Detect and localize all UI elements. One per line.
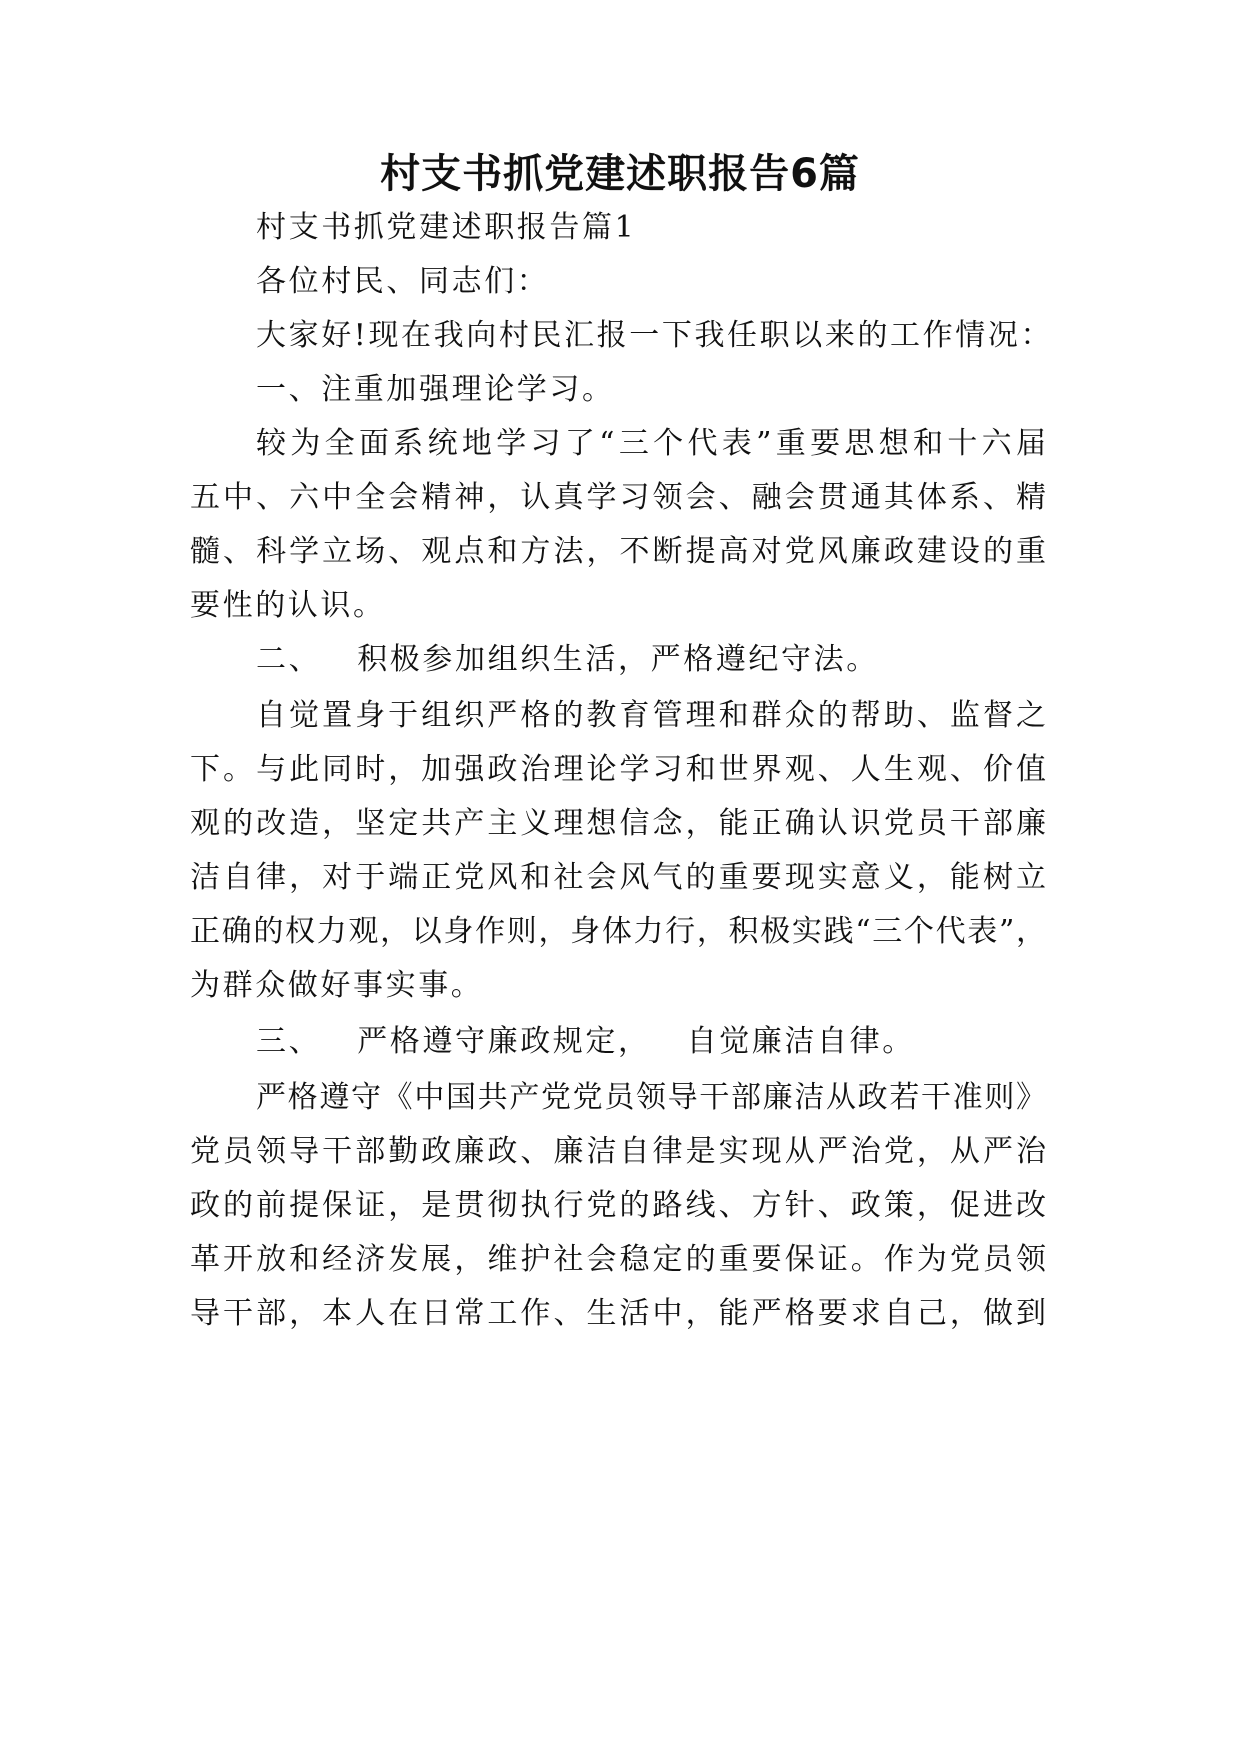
- section3-line: 革开放和经济发展，维护社会稳定的重要保证。作为党员领: [190, 1242, 1046, 1277]
- section2-line: 观的改造，坚定共产主义理想信念，能正确认识党员干部廉: [190, 806, 1046, 841]
- section2-line: 下。与此同时，加强政治理论学习和世界观、人生观、价值: [190, 752, 1046, 787]
- section2-heading: [256, 640, 879, 680]
- section2-line: 为群众做好事实事。: [190, 968, 484, 1003]
- section3-line: 政的前提保证，是贯彻执行党的路线、方针、政策，促进改: [190, 1188, 1046, 1223]
- report-subtitle: 村支书抓党建述职报告篇1: [256, 210, 637, 245]
- section3-heading: [256, 1022, 915, 1062]
- section2-heading-text: 积极参加组织生活，严格遵纪守法。: [357, 642, 879, 677]
- salutation: 各位村民、同志们：: [256, 264, 550, 299]
- document-title: 村支书抓党建述职报告6篇: [380, 151, 860, 197]
- section1-heading: 一、注重加强理论学习。: [256, 372, 615, 407]
- section3-heading-text: 自觉廉洁自律。: [686, 1024, 915, 1059]
- section3-heading-text: 严格遵守廉政规定，: [357, 1024, 651, 1059]
- section2-line: 洁自律，对于端正党风和社会风气的重要现实意义，能树立: [190, 860, 1046, 895]
- section2-heading-number: 二、: [256, 642, 322, 677]
- section1-line: 要性的认识。: [190, 588, 386, 623]
- section1-line: 较为全面系统地学习了“三个代表”重要思想和十六届: [256, 426, 1046, 461]
- section1-line: 五中、六中全会精神，认真学习领会、融会贯通其体系、精: [190, 480, 1046, 515]
- section3-line: 严格遵守《中国共产党党员领导干部廉洁从政若干准则》: [256, 1080, 1046, 1115]
- section3-heading-number: 三、: [256, 1024, 322, 1059]
- section2-line: 自觉置身于组织严格的教育管理和群众的帮助、监督之: [256, 698, 1046, 733]
- section1-line: 髓、科学立场、观点和方法，不断提高对党风廉政建设的重: [190, 534, 1046, 569]
- section3-line: 导干部，本人在日常工作、生活中，能严格要求自己，做到: [190, 1296, 1046, 1331]
- section2-line: 正确的权力观，以身作则，身体力行，积极实践“三个代表”，: [190, 914, 1046, 949]
- section3-line: 党员领导干部勤政廉政、廉洁自律是实现从严治党，从严治: [190, 1134, 1046, 1169]
- greeting: 大家好!现在我向村民汇报一下我任职以来的工作情况：: [256, 318, 1054, 353]
